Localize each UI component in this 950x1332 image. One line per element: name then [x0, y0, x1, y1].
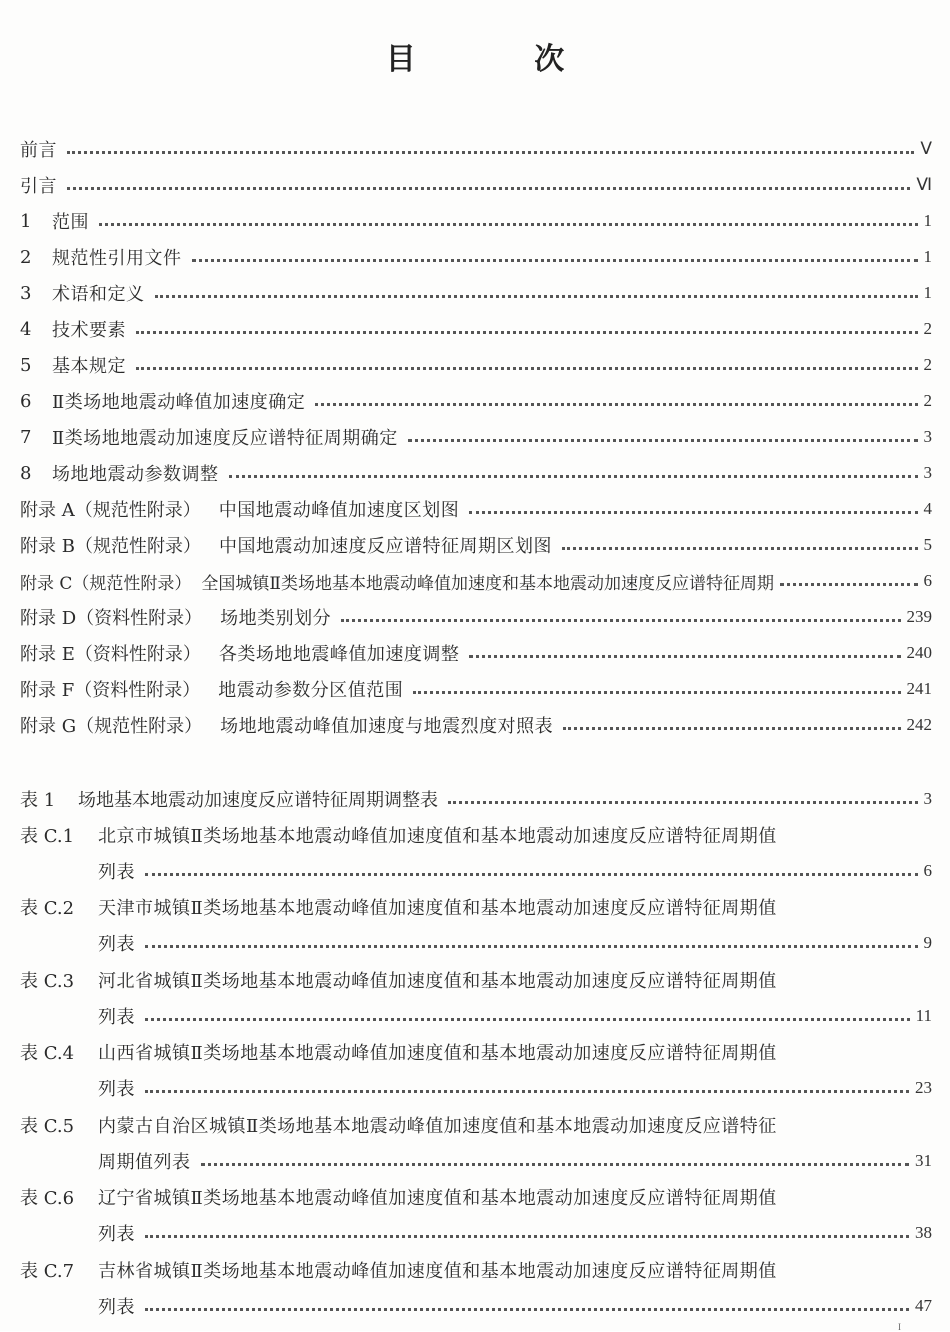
table-entry-page: 11 — [915, 1006, 932, 1025]
toc-entry[interactable] — [20, 458, 932, 488]
table-entry[interactable] — [20, 1037, 870, 1067]
table-entry-continuation[interactable] — [98, 1073, 932, 1103]
table-entry-label-cont: 周期值列表 — [98, 1152, 191, 1173]
table-entry-number: 表 C.7 — [20, 1261, 75, 1282]
leader-dots — [448, 799, 918, 804]
toc-entry-label: 场地类别划分 — [220, 608, 332, 629]
toc-entry-number: 附录 G（规范性附录） — [20, 716, 203, 737]
leader-dots — [145, 943, 918, 948]
leader-dots — [341, 617, 900, 622]
toc-entry-page: 3 — [923, 463, 932, 482]
toc-entry-page: 2 — [923, 391, 932, 410]
table-entry-label: 河北省城镇Ⅱ类场地基本地震动峰值加速度值和基本地震动加速度反应谱特征周期值 — [98, 971, 777, 992]
toc-entry-label: 中国地震动加速度反应谱特征周期区划图 — [218, 536, 552, 557]
leader-dots — [145, 871, 918, 876]
toc-entry-page: 6 — [923, 571, 932, 590]
toc-entry[interactable] — [20, 350, 932, 380]
toc-entry-label: 基本规定 — [52, 356, 126, 377]
table-entry[interactable] — [20, 892, 870, 922]
table-entry-number: 表 C.3 — [20, 971, 75, 992]
table-entry-continuation[interactable] — [98, 1001, 932, 1031]
toc-entry-page: 1 — [923, 211, 932, 230]
toc-entry-page: Ⅴ — [920, 139, 932, 158]
toc-entry-label: 范围 — [52, 212, 89, 233]
table-entry-continuation[interactable] — [98, 1218, 932, 1248]
table-entry-number: 表 C.6 — [20, 1188, 75, 1209]
table-entry-page: 9 — [923, 933, 932, 952]
table-entry[interactable] — [20, 965, 870, 995]
table-entry-page: 38 — [915, 1223, 932, 1242]
leader-dots — [99, 221, 918, 226]
toc-entry-number: 6 — [20, 390, 32, 412]
toc-entry-label: 各类场地地震峰值加速度调整 — [218, 644, 460, 665]
leader-dots — [136, 329, 918, 334]
toc-entry-number: 4 — [20, 318, 32, 340]
leader-dots — [780, 581, 918, 586]
toc-entry-label: 规范性引用文件 — [52, 248, 182, 269]
table-entry[interactable] — [20, 820, 870, 850]
toc-entry-page: 241 — [906, 679, 932, 698]
toc-entry-page: 2 — [923, 319, 932, 338]
table-entry-continuation[interactable] — [98, 1291, 932, 1321]
leader-dots — [229, 473, 918, 478]
toc-entry[interactable] — [20, 710, 932, 740]
leader-dots — [192, 257, 918, 262]
table-entry-page: 47 — [915, 1296, 932, 1315]
toc-entry[interactable] — [20, 242, 932, 272]
toc-entry-page: 242 — [906, 715, 932, 734]
toc-entry-label: 全国城镇Ⅱ类场地基本地震动峰值加速度和基本地震动加速度反应谱特征周期 — [201, 573, 774, 594]
toc-entry-page: 1 — [923, 247, 932, 266]
toc-entry[interactable] — [20, 314, 932, 344]
toc-entry-page: 4 — [923, 499, 932, 518]
toc-entry-page: Ⅵ — [916, 175, 932, 194]
table-entry-label: 辽宁省城镇Ⅱ类场地基本地震动峰值加速度值和基本地震动加速度反应谱特征周期值 — [98, 1188, 777, 1209]
toc-entry[interactable] — [20, 386, 932, 416]
toc-entry-label: 地震动参数分区值范围 — [218, 680, 404, 701]
table-entry-label-cont: 列表 — [98, 1224, 135, 1245]
toc-entry-page: 240 — [906, 643, 932, 662]
toc-entry-page: 5 — [923, 535, 932, 554]
leader-dots — [469, 653, 900, 658]
table-entry-label: 吉林省城镇Ⅱ类场地基本地震动峰值加速度值和基本地震动加速度反应谱特征周期值 — [98, 1261, 777, 1282]
table-entry-label-cont: 列表 — [98, 934, 135, 955]
table-entry-label: 山西省城镇Ⅱ类场地基本地震动峰值加速度值和基本地震动加速度反应谱特征周期值 — [98, 1043, 777, 1064]
toc-entry-number: 附录 A（规范性附录） — [20, 500, 201, 521]
leader-dots — [67, 149, 914, 154]
table-entry[interactable] — [20, 1255, 870, 1285]
toc-entry-label: 场地地震动参数调整 — [52, 464, 219, 485]
leader-dots — [145, 1233, 909, 1238]
toc-entry-number: 附录 C（规范性附录） — [20, 573, 192, 594]
leader-dots — [155, 293, 918, 298]
leader-dots — [562, 545, 918, 550]
table-entry-page: 3 — [923, 789, 932, 808]
table-entry-label: 北京市城镇Ⅱ类场地基本地震动峰值加速度值和基本地震动加速度反应谱特征周期值 — [98, 826, 777, 847]
leader-dots — [469, 509, 917, 514]
leader-dots — [136, 365, 918, 370]
table-entry-label-cont: 列表 — [98, 1297, 135, 1318]
leader-dots — [563, 725, 900, 730]
toc-entry-page: 2 — [923, 355, 932, 374]
toc-entry[interactable] — [20, 422, 932, 452]
toc-entry-number: 附录 D（资料性附录） — [20, 608, 203, 629]
toc-entry-label: 技术要素 — [52, 320, 126, 341]
table-entry-label-cont: 列表 — [98, 1007, 135, 1028]
table-entry-number: 表 C.1 — [20, 826, 75, 847]
toc-entry-label: 前言 — [20, 140, 57, 161]
table-entry-page: 23 — [915, 1078, 932, 1097]
toc-entry[interactable] — [20, 530, 932, 560]
table-entry-continuation[interactable] — [98, 928, 932, 958]
toc-entry-label: Ⅱ类场地地震动加速度反应谱特征周期确定 — [52, 428, 398, 449]
table-entry[interactable] — [20, 1110, 870, 1140]
table-entry[interactable] — [20, 1182, 870, 1212]
toc-entry-label: 中国地震动峰值加速度区划图 — [218, 500, 460, 521]
toc-entry-label: 引言 — [20, 176, 57, 197]
toc-entry[interactable] — [20, 674, 932, 704]
table-entry-continuation[interactable] — [98, 856, 932, 886]
toc-entry-page: 1 — [923, 283, 932, 302]
toc-entry[interactable] — [20, 206, 932, 236]
toc-entry[interactable] — [20, 638, 932, 668]
leader-dots — [145, 1016, 910, 1021]
toc-entry-number: 8 — [20, 462, 32, 484]
toc-entry-number: 5 — [20, 354, 32, 376]
toc-entry-label: 场地地震动峰值加速度与地震烈度对照表 — [220, 716, 554, 737]
toc-entry[interactable] — [20, 278, 932, 308]
table-entry-number: 表 1 — [20, 790, 56, 811]
toc-entry-number: 附录 E（资料性附录） — [20, 644, 201, 665]
leader-dots — [413, 689, 900, 694]
toc-entry[interactable] — [20, 170, 932, 200]
toc-entry-label: Ⅱ类场地地震动峰值加速度确定 — [52, 392, 306, 413]
toc-entry-number: 附录 B（规范性附录） — [20, 536, 201, 557]
page-footer-number: I — [898, 1322, 901, 1332]
toc-entry-number: 1 — [20, 210, 32, 232]
table-entry-label-cont: 列表 — [98, 862, 135, 883]
toc-entry[interactable] — [20, 494, 932, 524]
table-entry-label: 场地基本地震动加速度反应谱特征周期调整表 — [78, 790, 438, 811]
table-entry-label-cont: 列表 — [98, 1079, 135, 1100]
toc-entry[interactable] — [20, 566, 932, 596]
page-title: 目 次 — [385, 42, 619, 77]
table-entry-page: 6 — [923, 861, 932, 880]
table-entry-page: 31 — [915, 1151, 932, 1170]
leader-dots — [315, 401, 917, 406]
toc-entry-number: 3 — [20, 282, 32, 304]
table-entry-number: 表 C.5 — [20, 1116, 75, 1137]
table-entry[interactable] — [20, 784, 932, 814]
table-entry-label: 天津市城镇Ⅱ类场地基本地震动峰值加速度值和基本地震动加速度反应谱特征周期值 — [98, 898, 777, 919]
table-entry-number: 表 C.2 — [20, 898, 75, 919]
table-entry-label: 内蒙古自治区城镇Ⅱ类场地基本地震动峰值加速度值和基本地震动加速度反应谱特征 — [98, 1116, 777, 1137]
toc-entry-page: 239 — [906, 607, 932, 626]
toc-entry-page: 3 — [923, 427, 932, 446]
leader-dots — [145, 1306, 909, 1311]
leader-dots — [145, 1088, 909, 1093]
toc-entry[interactable] — [20, 602, 932, 632]
toc-entry-number: 2 — [20, 246, 32, 268]
toc-entry-number: 7 — [20, 426, 32, 448]
toc-entry-number: 附录 F（资料性附录） — [20, 680, 201, 701]
toc-entry[interactable] — [20, 134, 932, 164]
leader-dots — [67, 185, 910, 190]
table-entry-number: 表 C.4 — [20, 1043, 75, 1064]
toc-entry-label: 术语和定义 — [52, 284, 145, 305]
table-entry-continuation[interactable] — [98, 1146, 932, 1176]
leader-dots — [201, 1161, 910, 1166]
leader-dots — [408, 437, 918, 442]
